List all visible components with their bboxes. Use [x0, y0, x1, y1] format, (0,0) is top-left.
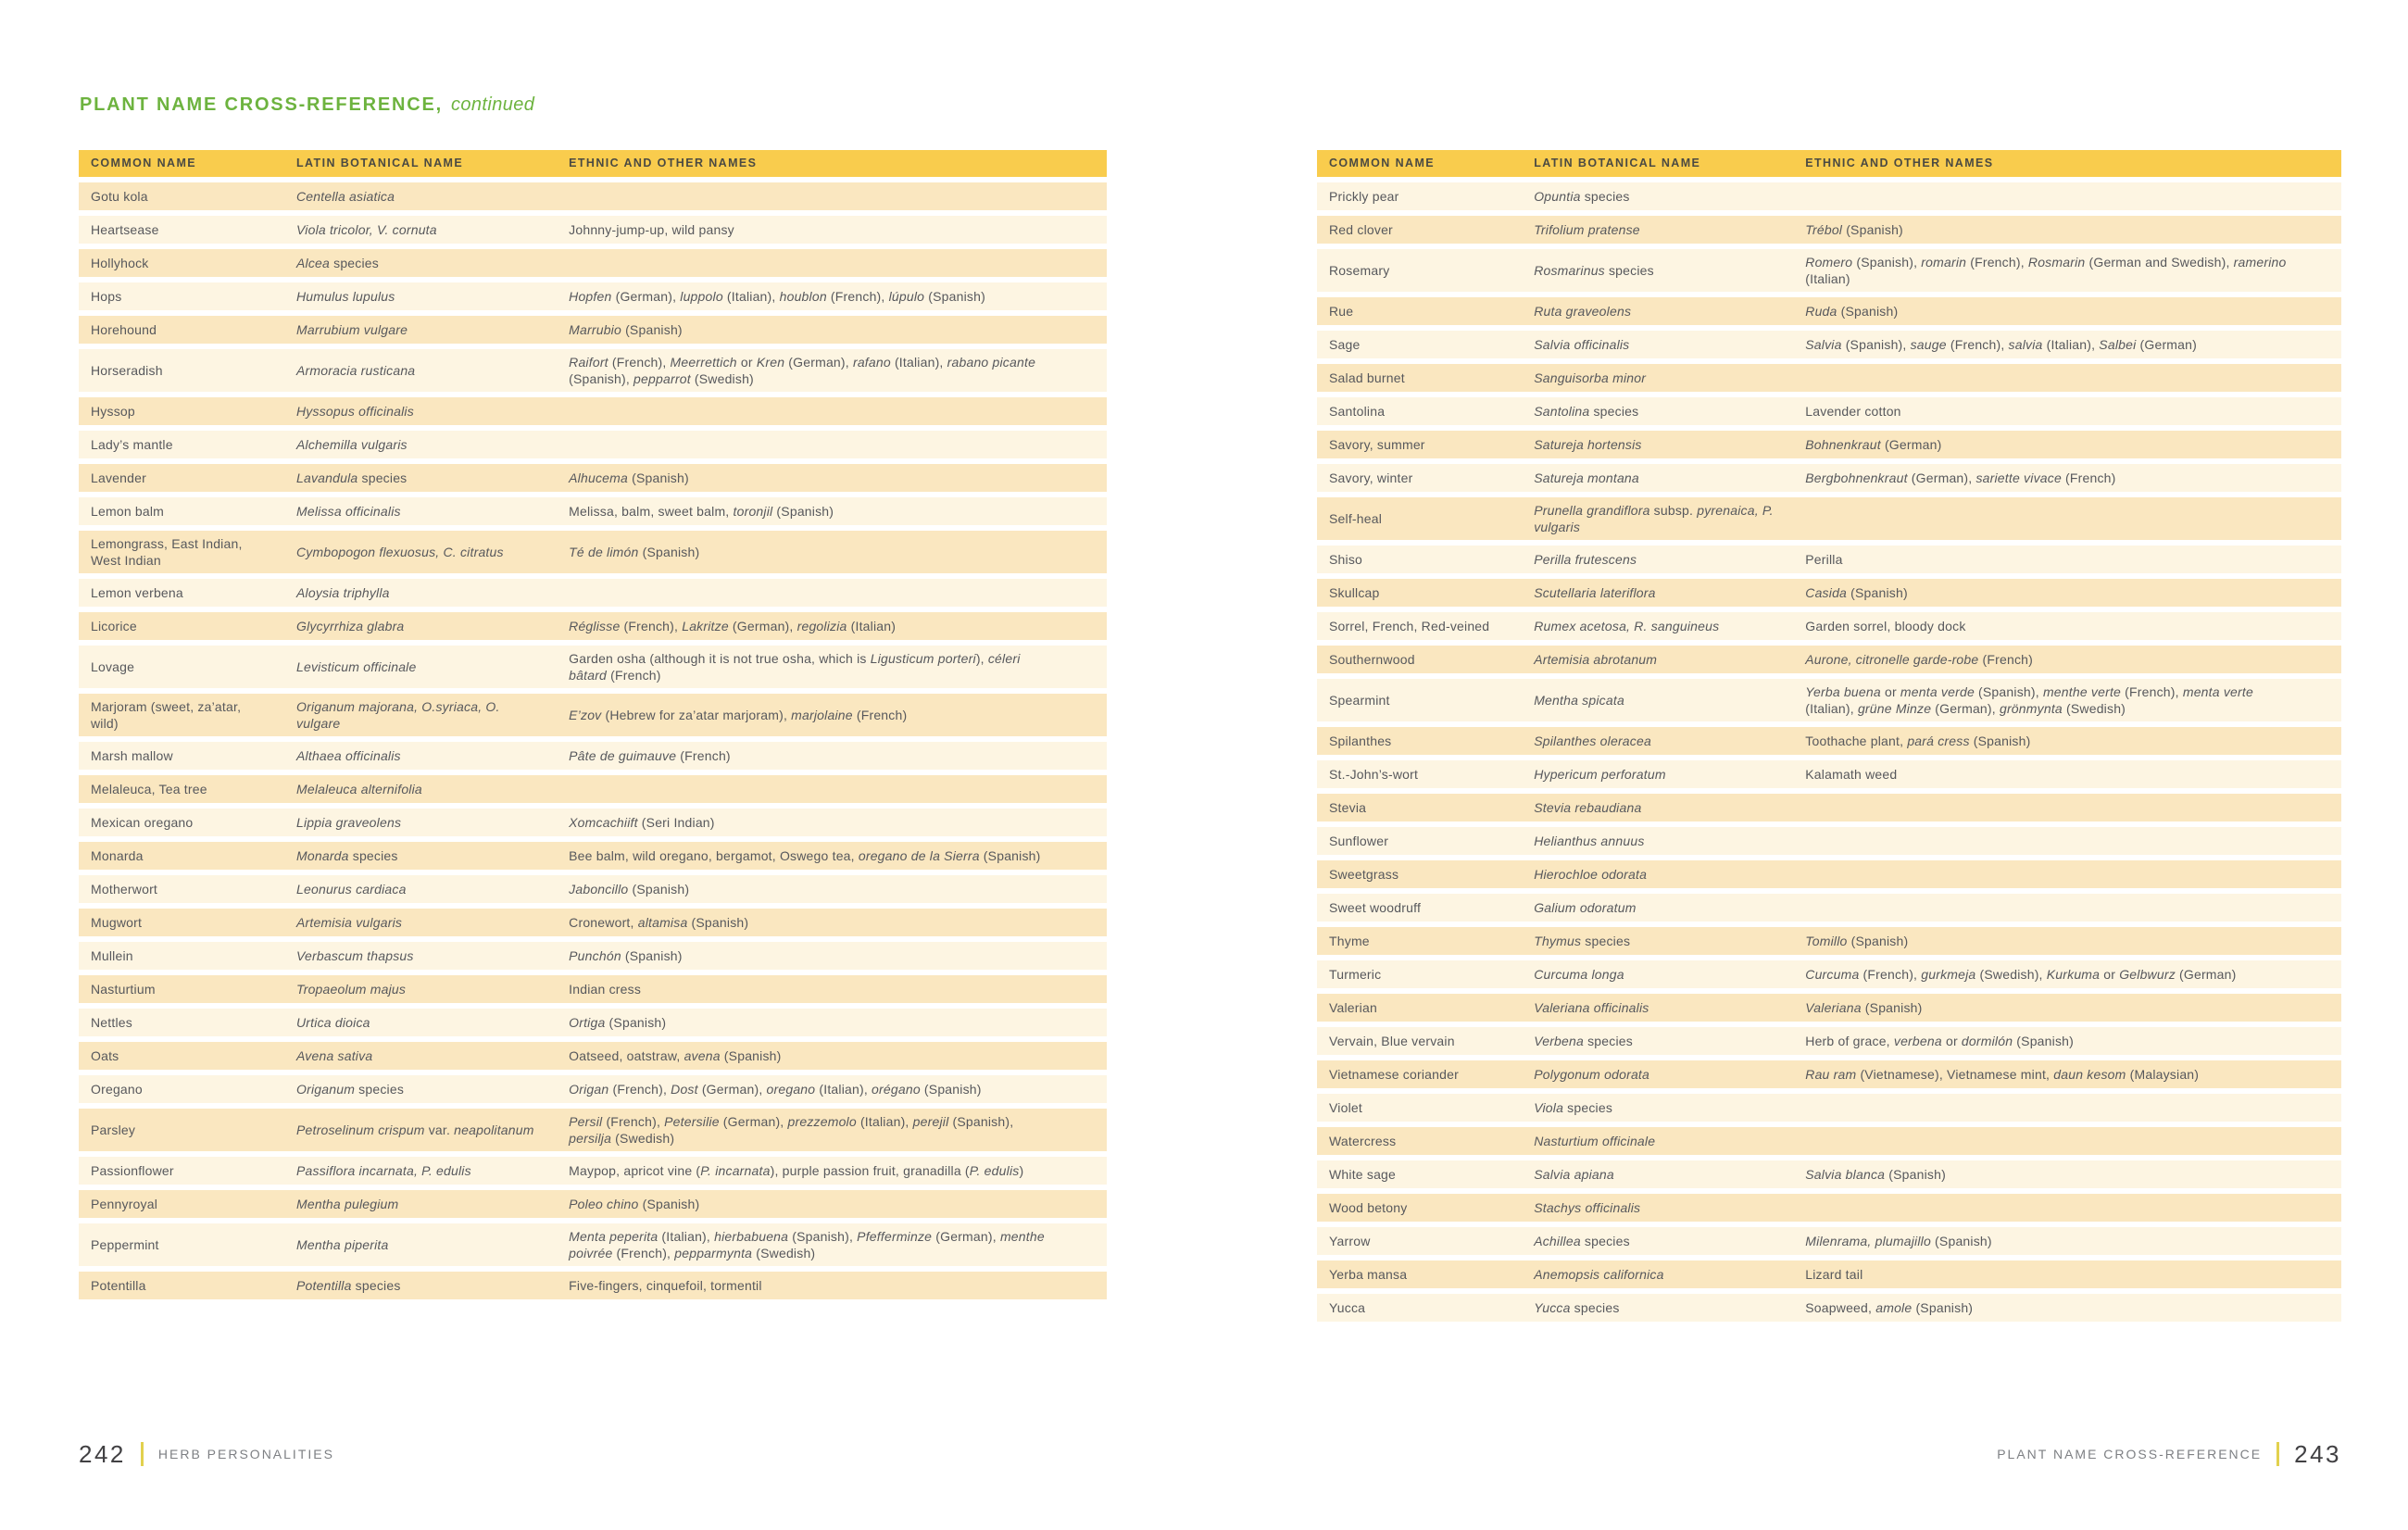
- latin-name-cell: Valeriana officinalis: [1534, 1000, 1649, 1015]
- common-name-cell: Self-heal: [1329, 511, 1383, 526]
- table-row: [79, 579, 1107, 607]
- common-name-cell: Salad burnet: [1329, 370, 1405, 385]
- latin-name-cell: Spilanthes oleracea: [1534, 734, 1651, 748]
- footer-divider-bar: [2276, 1442, 2279, 1466]
- ethnic-names-cell: [557, 407, 1107, 416]
- table-row: [1317, 794, 2341, 821]
- latin-name-cell: Armoracia rusticana: [296, 363, 416, 378]
- common-name-cell: Monarda: [91, 848, 144, 863]
- page-title-continued: continued: [450, 94, 535, 115]
- common-name-cell: Thyme: [1329, 934, 1370, 948]
- ethnic-names-cell: Cronewort, altamisa (Spanish): [569, 915, 749, 930]
- table-row: [79, 431, 1107, 458]
- latin-name-cell: Satureja hortensis: [1534, 437, 1642, 452]
- common-name-cell: Shiso: [1329, 552, 1363, 567]
- table-row: [1317, 960, 2341, 988]
- ethnic-names-cell: Lizard tail: [1805, 1267, 1863, 1282]
- latin-name-cell: Leonurus cardiaca: [296, 882, 407, 897]
- footer-chapter-label: HERB PERSONALITIES: [157, 1447, 334, 1461]
- latin-name-cell: Marrubium vulgare: [296, 322, 408, 337]
- ethnic-names-cell: Salvia blanca (Spanish): [1805, 1167, 1946, 1182]
- ethnic-names-cell: Té de limón (Spanish): [569, 545, 700, 559]
- table-row: [79, 316, 1107, 344]
- ethnic-names-cell: Garden osha (although it is not true osha, which is Ligusticum porteri), céleri bâtard (French): [569, 651, 1021, 683]
- table-row: [79, 875, 1107, 903]
- common-name-cell: Violet: [1329, 1100, 1362, 1115]
- latin-name-cell: Passiflora incarnata, P. edulis: [296, 1163, 471, 1178]
- latin-name-cell: Mentha spicata: [1534, 693, 1624, 708]
- latin-name-cell: Trifolium pratense: [1534, 222, 1640, 237]
- latin-name-cell: Origanum majorana, O.syriaca, O. vulgare: [296, 699, 500, 731]
- common-name-cell: Skullcap: [1329, 585, 1380, 600]
- latin-name-cell: Lavandula species: [296, 470, 408, 485]
- common-name-cell: Oats: [91, 1048, 119, 1063]
- latin-name-cell: Centella asiatica: [296, 189, 395, 204]
- footer-left: [79, 1439, 334, 1469]
- table-row: [1317, 397, 2341, 425]
- table-row: [79, 942, 1107, 970]
- latin-name-cell: Ruta graveolens: [1534, 304, 1632, 319]
- latin-name-cell: Hyssopus officinalis: [296, 404, 414, 419]
- common-name-cell: Sunflower: [1329, 834, 1389, 848]
- column-header: LATIN BOTANICAL NAME: [296, 157, 464, 169]
- table-row: [1317, 1094, 2341, 1122]
- table-row: [1317, 249, 2341, 292]
- common-name-cell: Mexican oregano: [91, 815, 194, 830]
- common-name-cell: Horehound: [91, 322, 157, 337]
- table-row: [1317, 1060, 2341, 1088]
- column-header: COMMON NAME: [91, 157, 197, 169]
- table-row: [1317, 546, 2341, 573]
- table-row: [79, 909, 1107, 936]
- plant-cross-reference-table-left: [79, 150, 1107, 1305]
- table-row: [79, 694, 1107, 736]
- common-name-cell: Turmeric: [1329, 967, 1382, 982]
- latin-name-cell: Aloysia triphylla: [296, 585, 390, 600]
- common-name-cell: Horseradish: [91, 363, 163, 378]
- table-row: [79, 1190, 1107, 1218]
- table-row: [1317, 464, 2341, 492]
- ethnic-names-cell: [557, 440, 1107, 449]
- ethnic-names-cell: [1793, 803, 2341, 812]
- latin-name-cell: Salvia officinalis: [1534, 337, 1630, 352]
- latin-name-cell: Opuntia species: [1534, 189, 1630, 204]
- ethnic-names-cell: Bohnenkraut (German): [1805, 437, 1942, 452]
- latin-name-cell: Mentha piperita: [296, 1237, 389, 1252]
- page-title: [80, 94, 534, 116]
- latin-name-cell: Origanum species: [296, 1082, 405, 1097]
- table-row: [1317, 331, 2341, 358]
- ethnic-names-cell: Soapweed, amole (Spanish): [1805, 1300, 1974, 1315]
- ethnic-names-cell: Poleo chino (Spanish): [569, 1197, 700, 1211]
- ethnic-names-cell: Tomillo (Spanish): [1805, 934, 1909, 948]
- ethnic-names-cell: Perilla: [1805, 552, 1843, 567]
- common-name-cell: Lemon balm: [91, 504, 165, 519]
- latin-name-cell: Althaea officinalis: [296, 748, 401, 763]
- latin-name-cell: Humulus lupulus: [296, 289, 395, 304]
- common-name-cell: White sage: [1329, 1167, 1397, 1182]
- common-name-cell: Santolina: [1329, 404, 1386, 419]
- ethnic-names-cell: Marrubio (Spanish): [569, 322, 683, 337]
- ethnic-names-cell: Melissa, balm, sweet balm, toronjil (Spanish): [569, 504, 834, 519]
- table-row: [1317, 1294, 2341, 1322]
- common-name-cell: Stevia: [1329, 800, 1367, 815]
- table-row: [79, 282, 1107, 310]
- common-name-cell: Melaleuca, Tea tree: [91, 782, 207, 796]
- table-row: [1317, 612, 2341, 640]
- ethnic-names-cell: Jaboncillo (Spanish): [569, 882, 690, 897]
- latin-name-cell: Sanguisorba minor: [1534, 370, 1647, 385]
- latin-name-cell: Rumex acetosa, R. sanguineus: [1534, 619, 1720, 633]
- common-name-cell: Rue: [1329, 304, 1354, 319]
- table-row: [1317, 1227, 2341, 1255]
- latin-name-cell: Urtica dioica: [296, 1015, 370, 1030]
- ethnic-names-cell: Salvia (Spanish), sauge (French), salvia (Italian), Salbei (German): [1805, 337, 2198, 352]
- column-header: LATIN BOTANICAL NAME: [1534, 157, 1701, 169]
- ethnic-names-cell: Lavender cotton: [1805, 404, 1901, 419]
- table-row: [1317, 1027, 2341, 1055]
- latin-name-cell: Verbena species: [1534, 1034, 1633, 1048]
- common-name-cell: Lady’s mantle: [91, 437, 173, 452]
- common-name-cell: Licorice: [91, 619, 137, 633]
- latin-name-cell: Hierochloe odorata: [1534, 867, 1648, 882]
- common-name-cell: Motherwort: [91, 882, 158, 897]
- common-name-cell: Passionflower: [91, 1163, 174, 1178]
- latin-name-cell: Prunella grandiflora subsp. pyrenaica, P. vulgaris: [1534, 503, 1774, 534]
- latin-name-cell: Stevia rebaudiana: [1534, 800, 1642, 815]
- latin-name-cell: Petroselinum crispum var. neapolitanum: [296, 1122, 534, 1137]
- table-row: [79, 531, 1107, 573]
- ethnic-names-cell: [557, 258, 1107, 268]
- table-row: [1317, 760, 2341, 788]
- ethnic-names-cell: Aurone, citronelle garde-robe (French): [1805, 652, 2033, 667]
- latin-name-cell: Achillea species: [1534, 1234, 1630, 1248]
- common-name-cell: Spilanthes: [1329, 734, 1392, 748]
- table-row: [79, 842, 1107, 870]
- ethnic-names-cell: Kalamath weed: [1805, 767, 1898, 782]
- table-header-row: [79, 150, 1107, 177]
- column-header: ETHNIC AND OTHER NAMES: [569, 157, 758, 169]
- latin-name-cell: Artemisia abrotanum: [1534, 652, 1658, 667]
- table-row: [79, 612, 1107, 640]
- table-row: [1317, 216, 2341, 244]
- latin-name-cell: Artemisia vulgaris: [296, 915, 403, 930]
- common-name-cell: Mugwort: [91, 915, 143, 930]
- common-name-cell: Sorrel, French, Red-veined: [1329, 619, 1490, 633]
- ethnic-names-cell: [1793, 192, 2341, 201]
- latin-name-cell: Santolina species: [1534, 404, 1639, 419]
- common-name-cell: Peppermint: [91, 1237, 159, 1252]
- ethnic-names-cell: Bee balm, wild oregano, bergamot, Oswego tea, oregano de la Sierra (Spanish): [569, 848, 1041, 863]
- common-name-cell: Prickly pear: [1329, 189, 1399, 204]
- table-row: [1317, 364, 2341, 392]
- plant-cross-reference-table-right: [1317, 150, 2341, 1327]
- ethnic-names-cell: Ortiga (Spanish): [569, 1015, 667, 1030]
- common-name-cell: Sage: [1329, 337, 1361, 352]
- common-name-cell: Lemon verbena: [91, 585, 183, 600]
- common-name-cell: Valerian: [1329, 1000, 1377, 1015]
- common-name-cell: Parsley: [91, 1122, 136, 1137]
- ethnic-names-cell: [1793, 1136, 2341, 1146]
- latin-name-cell: Yucca species: [1534, 1300, 1620, 1315]
- ethnic-names-cell: Menta peperita (Italian), hierbabuena (Spanish), Pfefferminze (German), menthe poivrée (French), pepparmynta (Swedish): [569, 1229, 1045, 1260]
- latin-name-cell: Alchemilla vulgaris: [296, 437, 408, 452]
- ethnic-names-cell: Raifort (French), Meerrettich or Kren (German), rafano (Italian), rabano picante (Spanish), pepparrot (Swedish): [569, 355, 1036, 386]
- ethnic-names-cell: Johnny-jump-up, wild pansy: [569, 222, 734, 237]
- ethnic-names-cell: Trébol (Spanish): [1805, 222, 1903, 237]
- table-row: [79, 1109, 1107, 1151]
- common-name-cell: Red clover: [1329, 222, 1393, 237]
- table-row: [1317, 297, 2341, 325]
- table-row: [79, 349, 1107, 392]
- common-name-cell: Heartsease: [91, 222, 159, 237]
- table-row: [1317, 497, 2341, 540]
- table-row: [1317, 679, 2341, 721]
- table-row: [1317, 1127, 2341, 1155]
- table-row: [79, 975, 1107, 1003]
- ethnic-names-cell: Persil (French), Petersilie (German), prezzemolo (Italian), perejil (Spanish), persilja (Swedish): [569, 1114, 1014, 1146]
- ethnic-names-cell: E’zov (Hebrew for za’atar marjoram), marjolaine (French): [569, 708, 908, 722]
- ethnic-names-cell: Milenrama, plumajillo (Spanish): [1805, 1234, 1992, 1248]
- page-number-left: 242: [79, 1439, 126, 1468]
- latin-name-cell: Melissa officinalis: [296, 504, 401, 519]
- table-row: [79, 1223, 1107, 1266]
- ethnic-names-cell: Ruda (Spanish): [1805, 304, 1899, 319]
- latin-name-cell: Tropaeolum majus: [296, 982, 407, 997]
- table-row: [79, 464, 1107, 492]
- ethnic-names-cell: [557, 588, 1107, 597]
- common-name-cell: Savory, winter: [1329, 470, 1413, 485]
- latin-name-cell: Levisticum officinale: [296, 659, 417, 674]
- common-name-cell: Oregano: [91, 1082, 143, 1097]
- ethnic-names-cell: [1793, 1103, 2341, 1112]
- common-name-cell: Potentilla: [91, 1278, 146, 1293]
- latin-name-cell: Salvia apiana: [1534, 1167, 1614, 1182]
- latin-name-cell: Hypericum perforatum: [1534, 767, 1666, 782]
- latin-name-cell: Viola species: [1534, 1100, 1613, 1115]
- ethnic-names-cell: [557, 784, 1107, 794]
- latin-name-cell: Alcea species: [296, 256, 379, 270]
- ethnic-names-cell: Garden sorrel, bloody dock: [1805, 619, 1966, 633]
- ethnic-names-cell: Valeriana (Spanish): [1805, 1000, 1923, 1015]
- ethnic-names-cell: [1793, 514, 2341, 523]
- table-row: [79, 216, 1107, 244]
- table-header-row: [1317, 150, 2341, 177]
- table-row: [79, 742, 1107, 770]
- latin-name-cell: Verbascum thapsus: [296, 948, 414, 963]
- column-header: ETHNIC AND OTHER NAMES: [1805, 157, 1994, 169]
- footer-section-label: PLANT NAME CROSS-REFERENCE: [1997, 1447, 2263, 1461]
- common-name-cell: Rosemary: [1329, 263, 1390, 278]
- page-number-right: 243: [2294, 1439, 2341, 1468]
- common-name-cell: Nettles: [91, 1015, 132, 1030]
- common-name-cell: Spearmint: [1329, 693, 1390, 708]
- table-row: [79, 249, 1107, 277]
- table-row: [1317, 646, 2341, 673]
- latin-name-cell: Helianthus annuus: [1534, 834, 1645, 848]
- table-row: [1317, 860, 2341, 888]
- latin-name-cell: Viola tricolor, V. cornuta: [296, 222, 437, 237]
- common-name-cell: Hollyhock: [91, 256, 149, 270]
- latin-name-cell: Avena sativa: [296, 1048, 373, 1063]
- latin-name-cell: Curcuma longa: [1534, 967, 1624, 982]
- table-row: [79, 646, 1107, 688]
- table-row: [1317, 827, 2341, 855]
- common-name-cell: Wood betony: [1329, 1200, 1408, 1215]
- ethnic-names-cell: Xomcachiift (Seri Indian): [569, 815, 715, 830]
- common-name-cell: St.-John’s-wort: [1329, 767, 1419, 782]
- ethnic-names-cell: Alhucema (Spanish): [569, 470, 689, 485]
- common-name-cell: Yarrow: [1329, 1234, 1371, 1248]
- ethnic-names-cell: Yerba buena or menta verde (Spanish), menthe verte (French), menta verte (Italian), grüne Minze (German), grönmynta (Swedish): [1805, 684, 2253, 716]
- latin-name-cell: Scutellaria lateriflora: [1534, 585, 1656, 600]
- table-row: [1317, 182, 2341, 210]
- common-name-cell: Lemongrass, East Indian, West Indian: [91, 536, 243, 568]
- common-name-cell: Pennyroyal: [91, 1197, 158, 1211]
- table-row: [79, 775, 1107, 803]
- ethnic-names-cell: Toothache plant, pará cress (Spanish): [1805, 734, 2031, 748]
- common-name-cell: Lavender: [91, 470, 146, 485]
- common-name-cell: Marjoram (sweet, za’atar, wild): [91, 699, 242, 731]
- ethnic-names-cell: Hopfen (German), luppolo (Italian), houblon (French), lúpulo (Spanish): [569, 289, 985, 304]
- ethnic-names-cell: Maypop, apricot vine (P. incarnata), purple passion fruit, granadilla (P. edulis): [569, 1163, 1024, 1178]
- common-name-cell: Vietnamese coriander: [1329, 1067, 1459, 1082]
- ethnic-names-cell: Punchón (Spanish): [569, 948, 683, 963]
- table-row: [1317, 1160, 2341, 1188]
- column-header: COMMON NAME: [1329, 157, 1436, 169]
- common-name-cell: Vervain, Blue vervain: [1329, 1034, 1455, 1048]
- ethnic-names-cell: [1793, 836, 2341, 846]
- common-name-cell: Lovage: [91, 659, 135, 674]
- ethnic-names-cell: Oatseed, oatstraw, avena (Spanish): [569, 1048, 782, 1063]
- ethnic-names-cell: Curcuma (French), gurkmeja (Swedish), Kurkuma or Gelbwurz (German): [1805, 967, 2237, 982]
- common-name-cell: Marsh mallow: [91, 748, 173, 763]
- common-name-cell: Yerba mansa: [1329, 1267, 1408, 1282]
- ethnic-names-cell: [1793, 903, 2341, 912]
- ethnic-names-cell: Casida (Spanish): [1805, 585, 1908, 600]
- common-name-cell: Watercress: [1329, 1134, 1397, 1148]
- ethnic-names-cell: Rau ram (Vietnamese), Vietnamese mint, daun kesom (Malaysian): [1805, 1067, 2200, 1082]
- ethnic-names-cell: Herb of grace, verbena or dormilón (Spanish): [1805, 1034, 2075, 1048]
- ethnic-names-cell: Five-fingers, cinquefoil, tormentil: [569, 1278, 762, 1293]
- common-name-cell: Gotu kola: [91, 189, 148, 204]
- table-row: [79, 809, 1107, 836]
- ethnic-names-cell: Romero (Spanish), romarin (French), Rosmarin (German and Swedish), ramerino (Italian): [1805, 255, 2287, 286]
- table-row: [1317, 894, 2341, 922]
- table-row: [79, 1075, 1107, 1103]
- table-row: [1317, 431, 2341, 458]
- ethnic-names-cell: Origan (French), Dost (German), oregano (Italian), orégano (Spanish): [569, 1082, 982, 1097]
- latin-name-cell: Anemopsis californica: [1534, 1267, 1664, 1282]
- common-name-cell: Hyssop: [91, 404, 135, 419]
- latin-name-cell: Melaleuca alternifolia: [296, 782, 422, 796]
- latin-name-cell: Monarda species: [296, 848, 398, 863]
- latin-name-cell: Nasturtium officinale: [1534, 1134, 1656, 1148]
- latin-name-cell: Lippia graveolens: [296, 815, 402, 830]
- common-name-cell: Nasturtium: [91, 982, 156, 997]
- table-row: [1317, 579, 2341, 607]
- table-row: [1317, 1194, 2341, 1222]
- ethnic-names-cell: [557, 192, 1107, 201]
- latin-name-cell: Potentilla species: [296, 1278, 401, 1293]
- latin-name-cell: Perilla frutescens: [1534, 552, 1637, 567]
- footer-right: [1997, 1439, 2341, 1469]
- table-row: [1317, 727, 2341, 755]
- latin-name-cell: Satureja montana: [1534, 470, 1639, 485]
- table-row: [79, 1042, 1107, 1070]
- common-name-cell: Hops: [91, 289, 122, 304]
- ethnic-names-cell: [1793, 1203, 2341, 1212]
- latin-name-cell: Cymbopogon flexuosus, C. citratus: [296, 545, 504, 559]
- footer-divider-bar: [141, 1442, 144, 1466]
- ethnic-names-cell: Réglisse (French), Lakritze (German), regolizia (Italian): [569, 619, 897, 633]
- latin-name-cell: Polygonum odorata: [1534, 1067, 1650, 1082]
- latin-name-cell: Stachys officinalis: [1534, 1200, 1641, 1215]
- table-row: [79, 497, 1107, 525]
- latin-name-cell: Rosmarinus species: [1534, 263, 1654, 278]
- latin-name-cell: Thymus species: [1534, 934, 1631, 948]
- ethnic-names-cell: Pâte de guimauve (French): [569, 748, 731, 763]
- common-name-cell: Southernwood: [1329, 652, 1415, 667]
- common-name-cell: Savory, summer: [1329, 437, 1425, 452]
- common-name-cell: Mullein: [91, 948, 133, 963]
- ethnic-names-cell: [1793, 373, 2341, 382]
- ethnic-names-cell: Bergbohnenkraut (German), sariette vivace (French): [1805, 470, 2116, 485]
- table-row: [79, 182, 1107, 210]
- latin-name-cell: Mentha pulegium: [296, 1197, 399, 1211]
- common-name-cell: Yucca: [1329, 1300, 1366, 1315]
- common-name-cell: Sweet woodruff: [1329, 900, 1422, 915]
- table-row: [1317, 927, 2341, 955]
- table-row: [79, 1157, 1107, 1185]
- latin-name-cell: Glycyrrhiza glabra: [296, 619, 405, 633]
- latin-name-cell: Galium odoratum: [1534, 900, 1637, 915]
- page-title-main: PLANT NAME CROSS-REFERENCE,: [80, 94, 443, 115]
- table-row: [79, 397, 1107, 425]
- table-row: [79, 1272, 1107, 1299]
- common-name-cell: Sweetgrass: [1329, 867, 1399, 882]
- table-row: [79, 1009, 1107, 1036]
- table-row: [1317, 994, 2341, 1022]
- ethnic-names-cell: Indian cress: [569, 982, 642, 997]
- table-row: [1317, 1260, 2341, 1288]
- ethnic-names-cell: [1793, 870, 2341, 879]
